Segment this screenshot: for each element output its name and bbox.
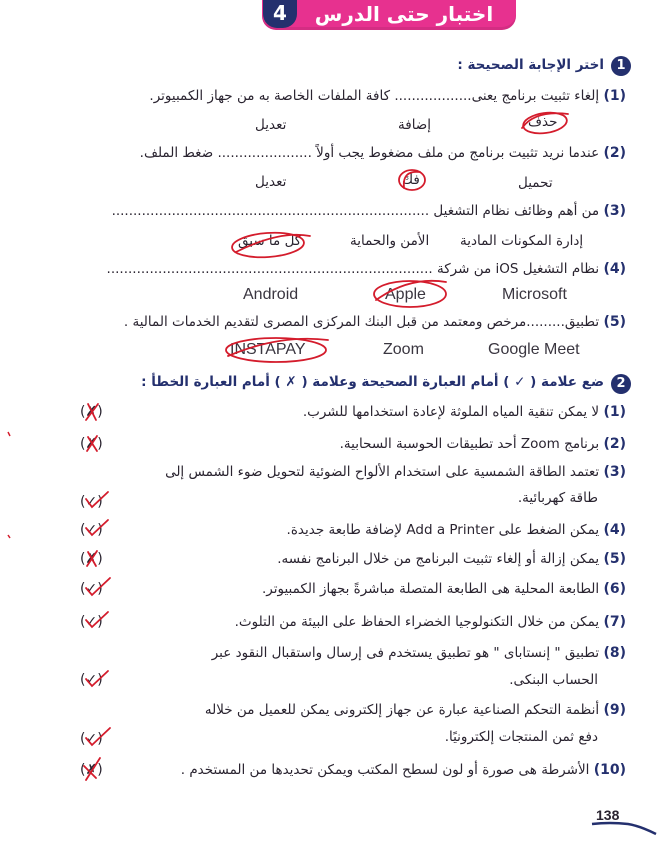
statement-4-answer[interactable]: (✓) xyxy=(80,522,103,538)
statement-4: (4) يمكن الضغط على Add a Printer لإضافة طابعة جديدة. xyxy=(286,522,626,538)
section-1-title: اختر الإجابة الصحيحة : xyxy=(457,57,604,73)
lesson-number-badge: 4 xyxy=(263,0,297,28)
page-title: اختبار حتى الدرس xyxy=(314,2,494,26)
mcq-1: (1) إلغاء تثبيت برنامج يعنى.................. كافة الملفات الخاصة به من جهاز الكمبيوتر. xyxy=(149,88,626,104)
mcq-2-option-3[interactable]: تحميل xyxy=(518,175,553,191)
mcq-1-option-3[interactable]: حذف xyxy=(528,114,558,130)
mcq-3-option-1[interactable]: كل ما سبق xyxy=(238,233,302,249)
section-2-title: ضع علامة ( ✓ ) أمام العبارة الصحيحة وعلامة ( ✗ ) أمام العبارة الخطأ : xyxy=(141,374,604,390)
mcq-3: (3) من أهم وظائف نظام التشغيل .......................................................................... xyxy=(111,203,626,219)
page-number: 138 xyxy=(596,807,620,823)
mcq-4: (4) نظام التشغيل iOS من شركة ............................................................................ xyxy=(106,261,626,277)
statement-9-answer[interactable]: (✓) xyxy=(80,731,103,747)
mcq-3-option-2[interactable]: الأمن والحماية xyxy=(350,233,430,249)
mcq-5-option-2[interactable]: Zoom xyxy=(383,341,424,358)
statement-3: (3) تعتمد الطاقة الشمسية على استخدام الألواح الضوئية لتحويل ضوء الشمس إلى xyxy=(165,464,626,480)
statement-6-answer[interactable]: (✓) xyxy=(80,581,103,597)
section-1-number: 1 xyxy=(611,56,631,76)
mcq-5: (5) تطبيق.........مرخص ومعتمد من قبل البنك المركزى المصرى لتقديم الخدمات المالية . xyxy=(123,314,626,330)
statement-8-line-2: الحساب البنكى. xyxy=(509,672,598,688)
statement-9: (9) أنظمة التحكم الصناعية عبارة عن جهاز إلكترونى يمكن للعميل من خلاله xyxy=(204,702,626,718)
statement-8: (8) تطبيق " إنستاباى " هو تطبيق يستخدم فى إرسال واستقبال النقود عبر xyxy=(211,645,626,661)
mcq-1-option-2[interactable]: إضافة xyxy=(398,117,432,133)
mcq-2-option-2[interactable]: فك xyxy=(402,172,420,188)
mcq-5-option-3[interactable]: Google Meet xyxy=(488,341,580,358)
mcq-4-option-3[interactable]: Microsoft xyxy=(502,286,567,303)
statement-1-answer[interactable]: (✗) xyxy=(80,404,103,420)
mcq-4-option-2[interactable]: Apple xyxy=(385,286,426,303)
statement-6: (6) الطابعة المحلية هى الطابعة المتصلة مباشرةً بجهاز الكمبيوتر. xyxy=(261,581,626,597)
statement-5: (5) يمكن إزالة أو إلغاء تثبيت البرنامج من خلال البرنامج نفسه. xyxy=(277,551,626,567)
statement-2-answer[interactable]: (✗) xyxy=(80,436,103,452)
statement-7-answer[interactable]: (✓) xyxy=(80,614,103,630)
statement-10-answer[interactable]: (✗) xyxy=(80,762,103,778)
mcq-2-option-1[interactable]: تعديل xyxy=(255,174,287,190)
section-2-number: 2 xyxy=(611,374,631,394)
mcq-3-option-3[interactable]: إدارة المكونات المادية xyxy=(460,233,584,249)
statement-10: (10) الأشرطة هى صورة أو لون لسطح المكتب ويمكن تحديدها من المستخدم . xyxy=(180,762,626,778)
statement-1: (1) لا يمكن تنقية المياه الملوثة لإعادة استخدامها للشرب. xyxy=(302,404,626,420)
mcq-5-option-1[interactable]: INSTAPAY xyxy=(230,341,306,358)
mcq-2: (2) عندما نريد تثبيت برنامج من ملف مضغوط يجب أولاً ...................... ضغط الملف. xyxy=(139,145,626,161)
mcq-1-option-1[interactable]: تعديل xyxy=(255,117,287,133)
statement-3-line-2: طاقة كهربائية. xyxy=(517,490,598,506)
statement-8-answer[interactable]: (✓) xyxy=(80,672,103,688)
statement-5-answer[interactable]: (✗) xyxy=(80,551,103,567)
statement-9-line-2: دفع ثمن المنتجات إلكترونيًا. xyxy=(444,729,598,745)
mcq-4-option-1[interactable]: Android xyxy=(243,286,299,303)
statement-7: (7) يمكن من خلال التكنولوجيا الخضراء الحفاظ على البيئة من التلوث. xyxy=(234,614,626,630)
statement-2: (2) برنامج Zoom أحد تطبيقات الحوسبة السحابية. xyxy=(339,436,626,452)
statement-3-answer[interactable]: (✓) xyxy=(80,494,103,510)
